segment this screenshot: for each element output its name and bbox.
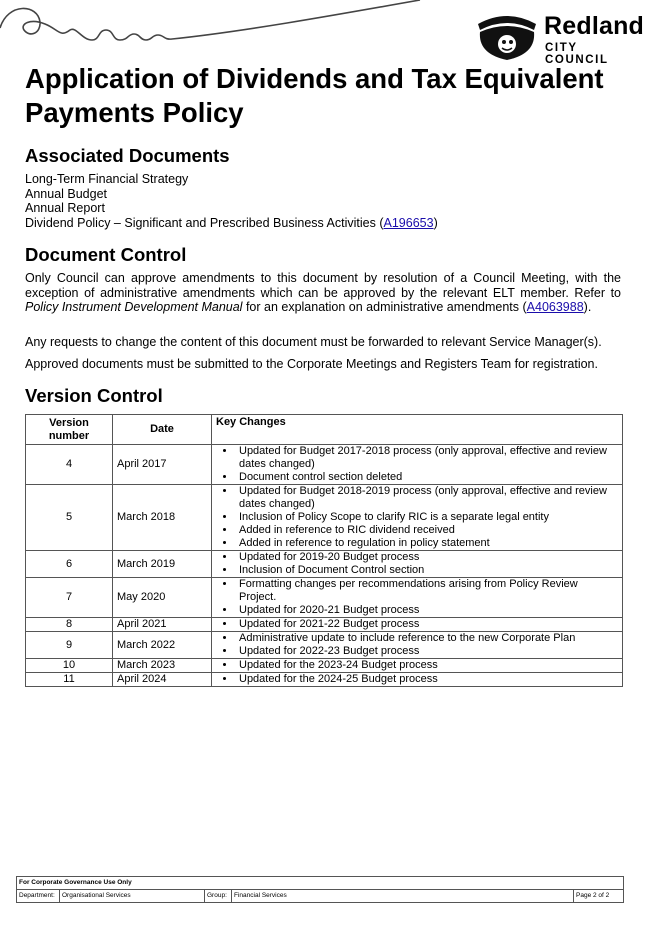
key-changes-cell <box>212 673 623 687</box>
change-item: • Updated for Budget 2018-2019 process (only approval, effective and review dates changed) <box>236 485 618 511</box>
associated-document-item: Annual Report <box>25 201 105 215</box>
dividend-policy-suffix: ) <box>433 215 438 230</box>
change-item: • Inclusion of Policy Scope to clarify RIC is a separate legal entity <box>236 511 618 524</box>
changes-list <box>216 551 618 577</box>
document-control-paragraph <box>25 271 621 315</box>
footer-heading: For Corporate Governance Use Only <box>17 877 624 890</box>
version-cell: 10 <box>26 659 113 673</box>
associated-document-item: Long-Term Financial Strategy <box>25 172 189 186</box>
key-changes-cell <box>212 578 623 618</box>
version-cell: 9 <box>26 632 113 659</box>
change-item: • Updated for Budget 2017-2018 process (only approval, effective and review dates changed) <box>236 445 618 471</box>
table-row <box>26 673 623 687</box>
registration-paragraph: Approved documents must be submitted to the Corporate Meetings and Registers Team for registration. <box>25 357 598 371</box>
key-changes-cell <box>212 632 623 659</box>
dividend-policy-text: Dividend Policy – Significant and Prescribed Business Activities ( <box>25 215 384 230</box>
changes-list <box>216 618 618 631</box>
associated-documents-list <box>25 172 438 230</box>
change-item: • Updated for 2021-22 Budget process <box>236 618 618 631</box>
table-row <box>26 551 623 578</box>
dc-text-b: for an explanation on administrative amendments ( <box>242 300 527 314</box>
dc-text-c: ). <box>583 300 592 314</box>
table-row <box>26 485 623 551</box>
changes-list <box>216 485 618 550</box>
department-value: Organisational Services <box>60 890 205 903</box>
key-changes-cell <box>212 618 623 632</box>
version-cell: 7 <box>26 578 113 618</box>
council-emblem-icon <box>474 10 540 62</box>
version-column-header: Version number <box>26 415 113 445</box>
dc-text-a: Only Council can approve amendments to this document by resolution of a Council Meeting, with the exception of administrative amendments which can be approved by the relevant ELT member. Refer to <box>25 271 621 300</box>
changes-list <box>216 578 618 617</box>
version-cell: 11 <box>26 673 113 687</box>
date-cell: April 2021 <box>113 618 212 632</box>
logo-subtitle: CITY COUNCIL <box>545 42 609 66</box>
date-cell: March 2023 <box>113 659 212 673</box>
change-item: • Updated for 2022-23 Budget process <box>236 645 618 658</box>
date-cell: March 2022 <box>113 632 212 659</box>
change-item: • Document control section deleted <box>236 471 618 484</box>
table-header-row <box>26 415 623 445</box>
key-changes-cell <box>212 551 623 578</box>
change-item: • Added in reference to RIC dividend received <box>236 524 618 537</box>
group-value: Financial Services <box>232 890 574 903</box>
changes-list <box>216 632 618 658</box>
version-cell: 4 <box>26 445 113 485</box>
change-item: • Inclusion of Document Control section <box>236 564 618 577</box>
change-request-paragraph: Any requests to change the content of this document must be forwarded to relevant Service Manager(s). <box>25 335 602 349</box>
associated-document-item <box>25 216 438 231</box>
changes-list <box>216 659 618 672</box>
footer-table <box>16 876 624 903</box>
associated-documents-heading: Associated Documents <box>25 145 230 166</box>
change-item: • Added in reference to regulation in policy statement <box>236 537 618 550</box>
table-row <box>26 659 623 673</box>
document-control-heading: Document Control <box>25 244 187 265</box>
version-control-table <box>25 414 623 687</box>
table-row <box>26 632 623 659</box>
key-changes-cell <box>212 659 623 673</box>
version-cell: 6 <box>26 551 113 578</box>
redland-city-council-logo <box>474 10 645 66</box>
change-item: • Formatting changes per recommendations arising from Policy Review Project. <box>236 578 618 604</box>
change-item: • Updated for 2019-20 Budget process <box>236 551 618 564</box>
date-cell: April 2017 <box>113 445 212 485</box>
table-row <box>26 445 623 485</box>
changes-list <box>216 673 618 686</box>
version-cell: 5 <box>26 485 113 551</box>
page-number: Page 2 of 2 <box>574 890 624 903</box>
department-label: Department: <box>17 890 60 903</box>
key-changes-cell <box>212 445 623 485</box>
key-changes-column-header: Key Changes <box>212 415 623 445</box>
key-changes-cell <box>212 485 623 551</box>
date-cell: March 2018 <box>113 485 212 551</box>
header-wave-art <box>0 0 470 50</box>
page-title: Application of Dividends and Tax Equivalent Payments Policy <box>25 63 604 128</box>
change-item: • Updated for the 2024-25 Budget process <box>236 673 618 686</box>
version-cell: 8 <box>26 618 113 632</box>
table-row <box>26 578 623 618</box>
date-cell: May 2020 <box>113 578 212 618</box>
change-item: • Updated for the 2023-24 Budget process <box>236 659 618 672</box>
table-row <box>26 618 623 632</box>
version-control-heading: Version Control <box>25 385 163 406</box>
associated-document-item: Annual Budget <box>25 186 108 201</box>
manual-link[interactable]: A4063988 <box>526 300 584 314</box>
date-cell: April 2024 <box>113 673 212 687</box>
change-item: • Updated for 2020-21 Budget process <box>236 604 618 617</box>
date-column-header: Date <box>113 415 212 445</box>
date-cell: March 2019 <box>113 551 212 578</box>
change-item: • Administrative update to include reference to the new Corporate Plan <box>236 632 618 645</box>
manual-title: Policy Instrument Development Manual <box>25 300 243 314</box>
dividend-policy-link[interactable]: A196653 <box>383 215 434 230</box>
changes-list <box>216 445 618 484</box>
group-label: Group: <box>205 890 232 903</box>
logo-name: Redland <box>544 12 645 40</box>
